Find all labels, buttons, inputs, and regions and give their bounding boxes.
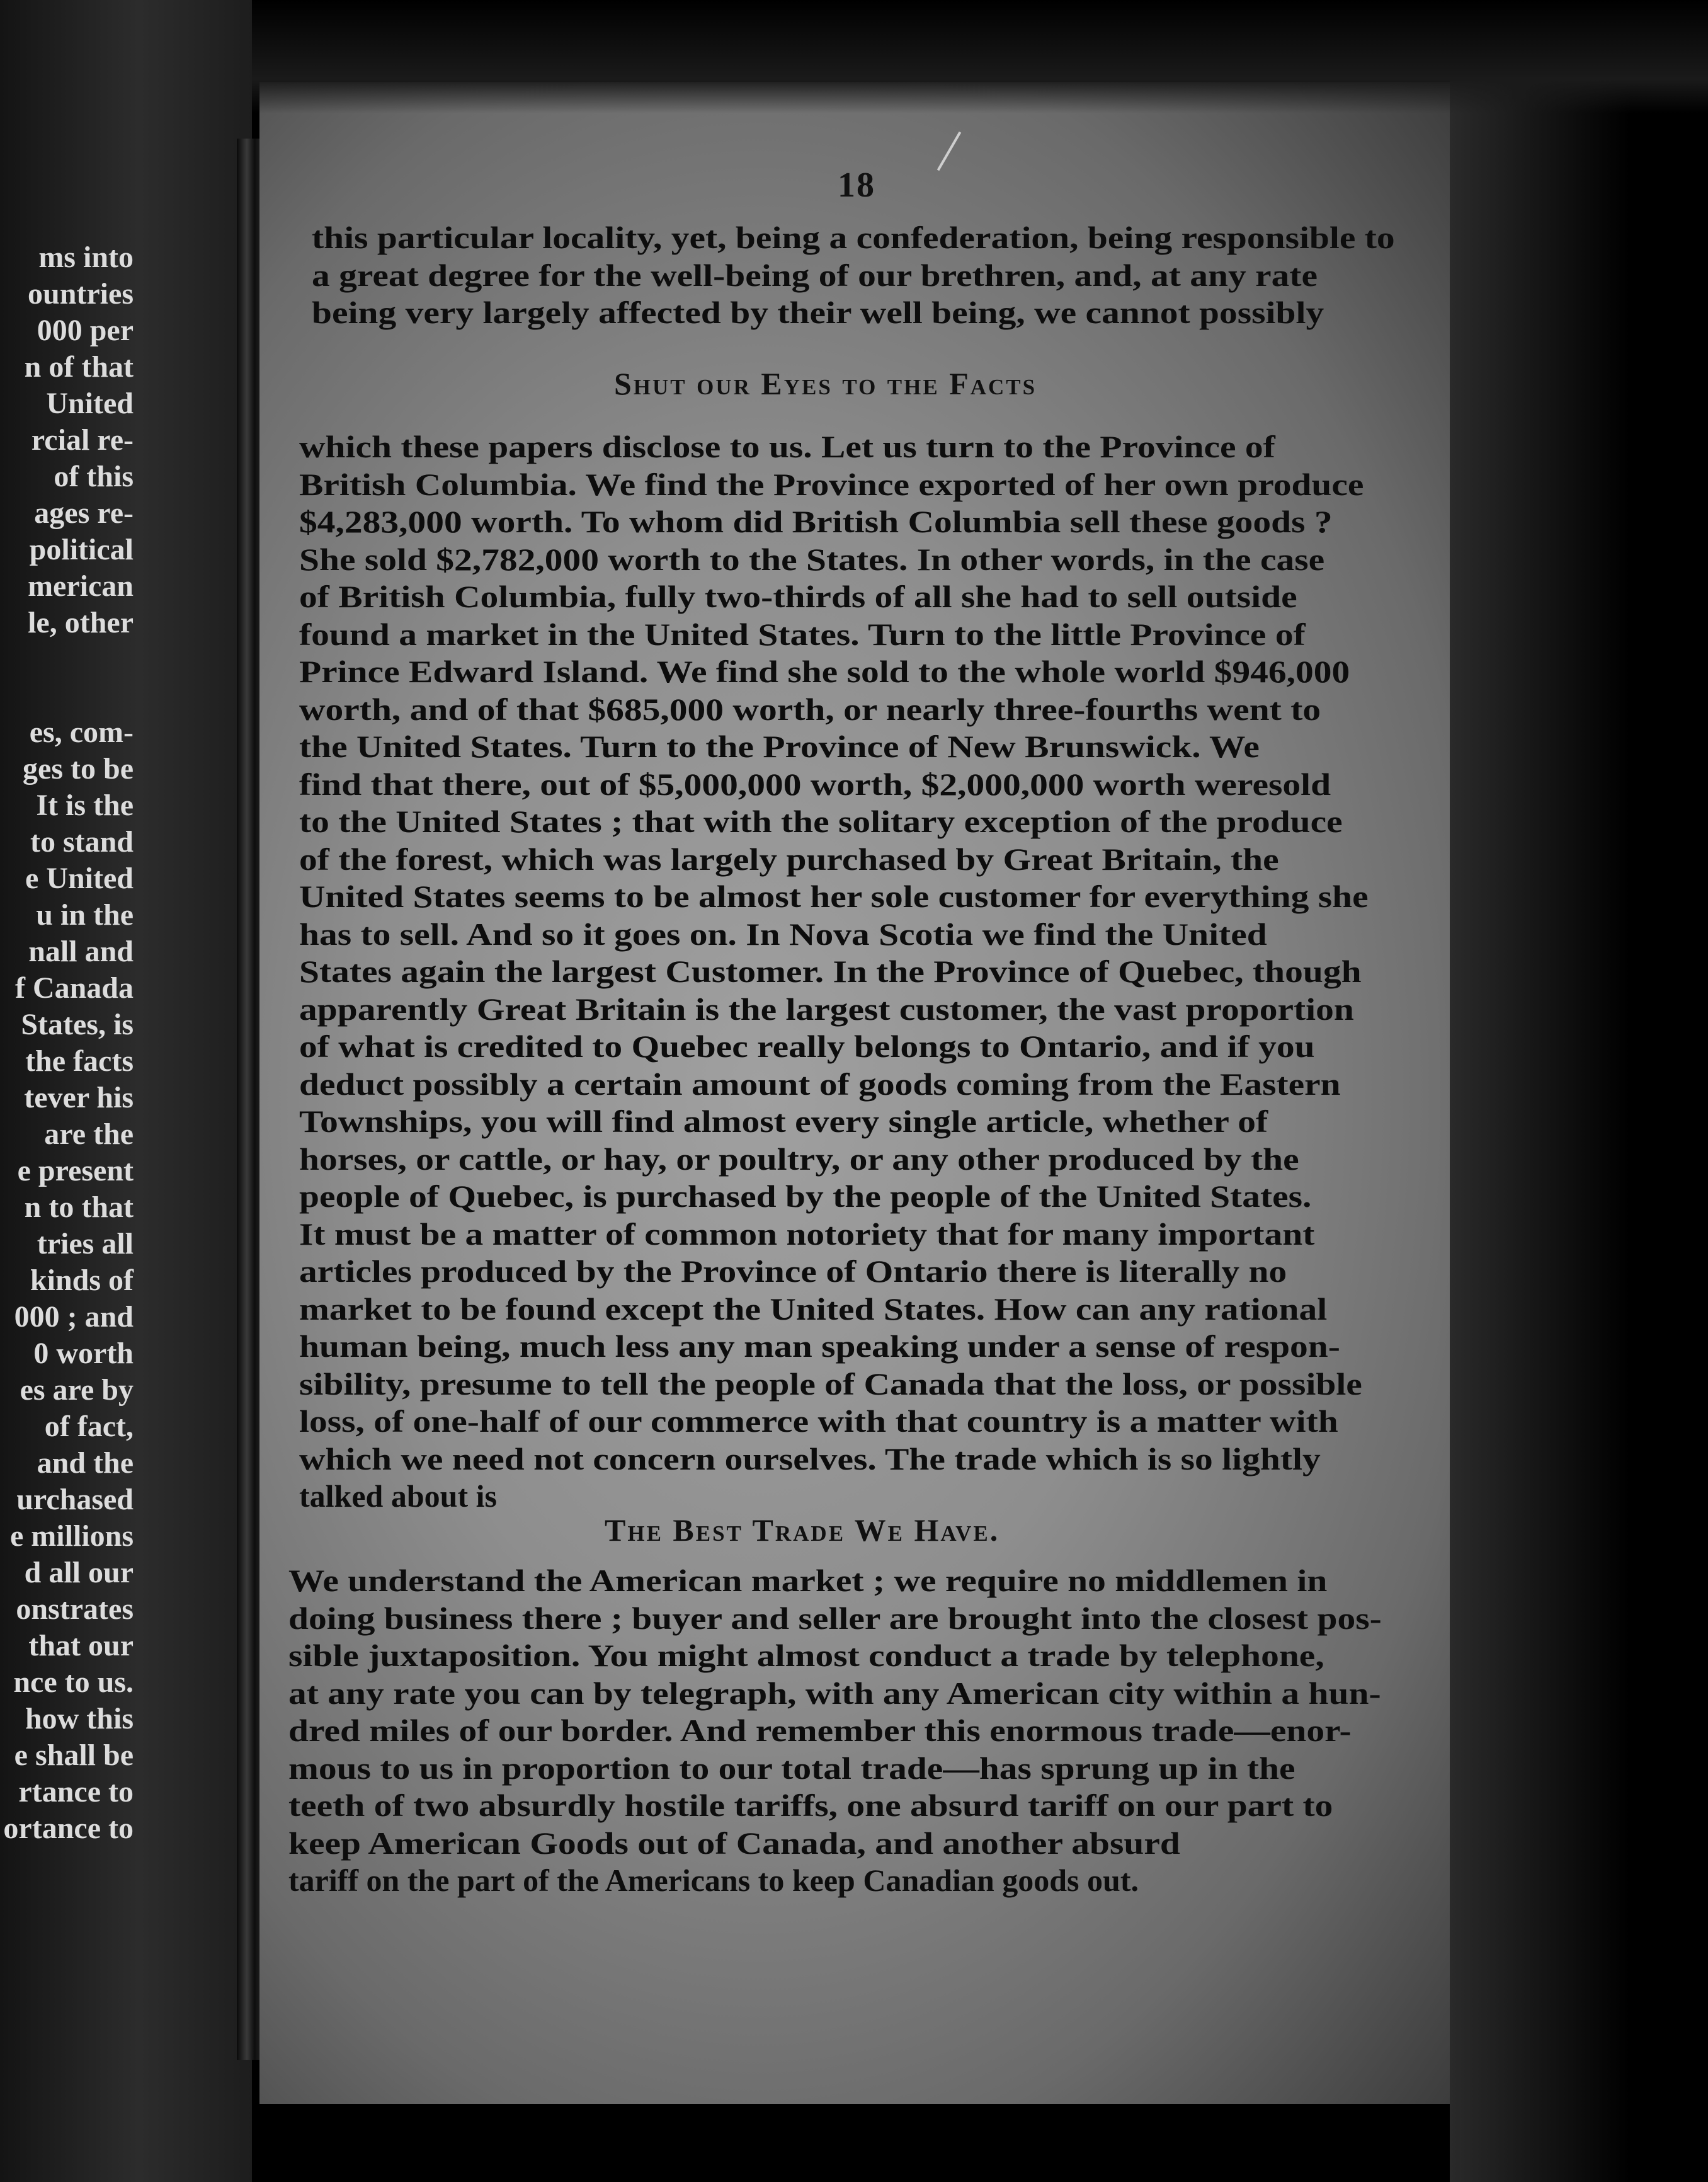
previous-page-line: ms into (38, 241, 134, 274)
text-line: of the forest, which was largely purchased by Great Britain, the (299, 841, 1279, 877)
text-line: dred miles of our border. And remember this enormous trade—enor- (288, 1713, 1352, 1748)
previous-page-line: e present (17, 1154, 134, 1187)
text-line: being very largely affected by their well being, we cannot possibly (312, 295, 1324, 330)
previous-page-fragment (0, 0, 252, 2182)
text-line: horses, or cattle, or hay, or poultry, or any other produced by the (299, 1141, 1299, 1177)
page-number: 18 (838, 166, 875, 205)
previous-page-line: merican (28, 569, 134, 603)
text-line: Townships, you will find almost every single article, whether of (299, 1104, 1268, 1139)
text-line: loss, of one-half of our commerce with that country is a matter with (299, 1403, 1338, 1439)
text-line: which we need not concern ourselves. The trade which is so lightly (299, 1441, 1321, 1477)
text-line: United States seems to be almost her sole customer for everything she (299, 879, 1369, 914)
previous-page-line: u in the (36, 898, 134, 932)
previous-page-line: rcial re- (31, 423, 134, 457)
previous-page-line: n to that (24, 1191, 134, 1224)
text-line: deduct possibly a certain amount of goods coming from the Eastern (299, 1066, 1341, 1102)
text-line: to the United States ; that with the solitary exception of the produce (299, 804, 1343, 839)
previous-page-line: onstrates (16, 1592, 134, 1626)
previous-page-line: nall and (28, 935, 134, 968)
section-heading-facts: Shut our Eyes to the Facts (614, 366, 1037, 401)
previous-page-line: tries all (37, 1227, 134, 1260)
text-line: We understand the American market ; we require no middlemen in (288, 1563, 1328, 1598)
text-line: Prince Edward Island. We find she sold to the whole world $946,000 (299, 654, 1350, 689)
previous-page-line: States, is (21, 1008, 134, 1041)
previous-page-line: nce to us. (13, 1665, 134, 1699)
previous-page-line: es, com- (29, 716, 134, 749)
binding-gutter (237, 139, 262, 2060)
previous-page-line: tever his (24, 1081, 134, 1114)
text-line: a great degree for the well-being of our brethren, and, at any rate (312, 257, 1318, 293)
previous-page-line: urchased (16, 1483, 134, 1516)
text-line: teeth of two absurdly hostile tariffs, one absurd tariff on our part to (288, 1788, 1333, 1823)
previous-page-line: 0 worth (33, 1337, 134, 1370)
previous-page-line: that our (28, 1629, 134, 1662)
text-line: States again the largest Customer. In the Province of Quebec, though (299, 954, 1362, 989)
previous-page-line: ages re- (34, 496, 134, 530)
page-edge-shadow (1450, 0, 1708, 2182)
previous-page-line: of this (54, 460, 134, 493)
previous-page-line (3, 678, 134, 714)
bottom-paragraph (288, 1562, 1382, 1900)
text-line: find that there, out of $5,000,000 worth, $2,000,000 worth weresold (299, 766, 1331, 802)
previous-page-line: ortance to (3, 1812, 134, 1845)
text-line: of what is credited to Quebec really belongs to Ontario, and if you (299, 1029, 1315, 1064)
text-line: apparently Great Britain is the largest customer, the vast proportion (299, 991, 1354, 1027)
previous-page-line: e United (25, 862, 134, 895)
previous-page-line: n of that (24, 350, 134, 384)
previous-page-line: United (46, 387, 134, 420)
text-line: British Columbia. We find the Province exported of her own produce (299, 466, 1364, 502)
text-line: worth, and of that $685,000 worth, or nearly three-fourths went to (299, 691, 1321, 727)
top-paragraph (312, 219, 1395, 332)
text-line: doing business there ; buyer and seller are brought into the closest pos- (288, 1600, 1382, 1636)
previous-page-line: e shall be (14, 1739, 134, 1772)
text-line: which these papers disclose to us. Let us turn to the Province of (299, 429, 1275, 464)
text-line: at any rate you can by telegraph, with any American city within a hun- (288, 1675, 1381, 1711)
previous-page-line (3, 641, 134, 678)
previous-page-line: It is the (36, 789, 134, 822)
text-line: market to be found except the United States. How can any rational (299, 1291, 1328, 1327)
previous-page-line: ountries (28, 277, 134, 311)
text-line: tariff on the part of the Americans to keep Canadian goods out. (288, 1863, 1139, 1898)
text-line: has to sell. And so it goes on. In Nova Scotia we find the United (299, 916, 1267, 952)
previous-page-line: ges to be (23, 752, 134, 785)
text-line: articles produced by the Province of Ontario there is literally no (299, 1254, 1287, 1289)
text-line: $4,283,000 worth. To whom did British Columbia sell these goods ? (299, 504, 1333, 539)
previous-page-line: 000 ; and (14, 1300, 134, 1334)
previous-page-line: le, other (28, 606, 134, 639)
text-line: people of Quebec, is purchased by the people of the United States. (299, 1179, 1312, 1214)
previous-page-line: of fact, (44, 1410, 134, 1443)
middle-paragraph (299, 428, 1369, 1516)
text-line: this particular locality, yet, being a confederation, being responsible to (312, 220, 1395, 255)
previous-page-line: kinds of (30, 1264, 134, 1297)
text-line: found a market in the United States. Turn to the little Province of (299, 616, 1306, 652)
previous-page-line: f Canada (14, 971, 134, 1005)
text-line: sibility, presume to tell the people of Canada that the loss, or possible (299, 1366, 1362, 1402)
previous-page-text (3, 239, 134, 1847)
text-line: talked about is (299, 1478, 497, 1514)
previous-page-line: political (29, 533, 134, 566)
text-line: the United States. Turn to the Province of New Brunswick. We (299, 729, 1260, 764)
previous-page-line: 000 per (37, 314, 134, 347)
text-line: sible juxtaposition. You might almost conduct a trade by telephone, (288, 1638, 1324, 1673)
previous-page-line: d all our (24, 1556, 134, 1589)
text-line: She sold $2,782,000 worth to the States. In other words, in the case (299, 541, 1325, 577)
text-line: It must be a matter of common notoriety that for many important (299, 1216, 1315, 1252)
previous-page-line: e millions (9, 1519, 134, 1553)
previous-page-line: the facts (25, 1044, 134, 1078)
section-heading-best-trade: The Best Trade We Have. (605, 1512, 1000, 1548)
previous-page-line: how this (25, 1702, 134, 1735)
top-shadow (252, 0, 1708, 113)
text-line: of British Columbia, fully two-thirds of all she had to sell outside (299, 579, 1297, 614)
previous-page-line: are the (44, 1117, 134, 1151)
text-line: keep American Goods out of Canada, and another absurd (288, 1825, 1180, 1861)
previous-page-line: rtance to (18, 1775, 134, 1808)
text-line: human being, much less any man speaking under a sense of respon- (299, 1328, 1340, 1364)
previous-page-line: es are by (20, 1373, 134, 1407)
previous-page-line: to stand (30, 825, 134, 859)
text-line: mous to us in proportion to our total trade—has sprung up in the (288, 1750, 1295, 1786)
previous-page-line: and the (37, 1446, 134, 1480)
